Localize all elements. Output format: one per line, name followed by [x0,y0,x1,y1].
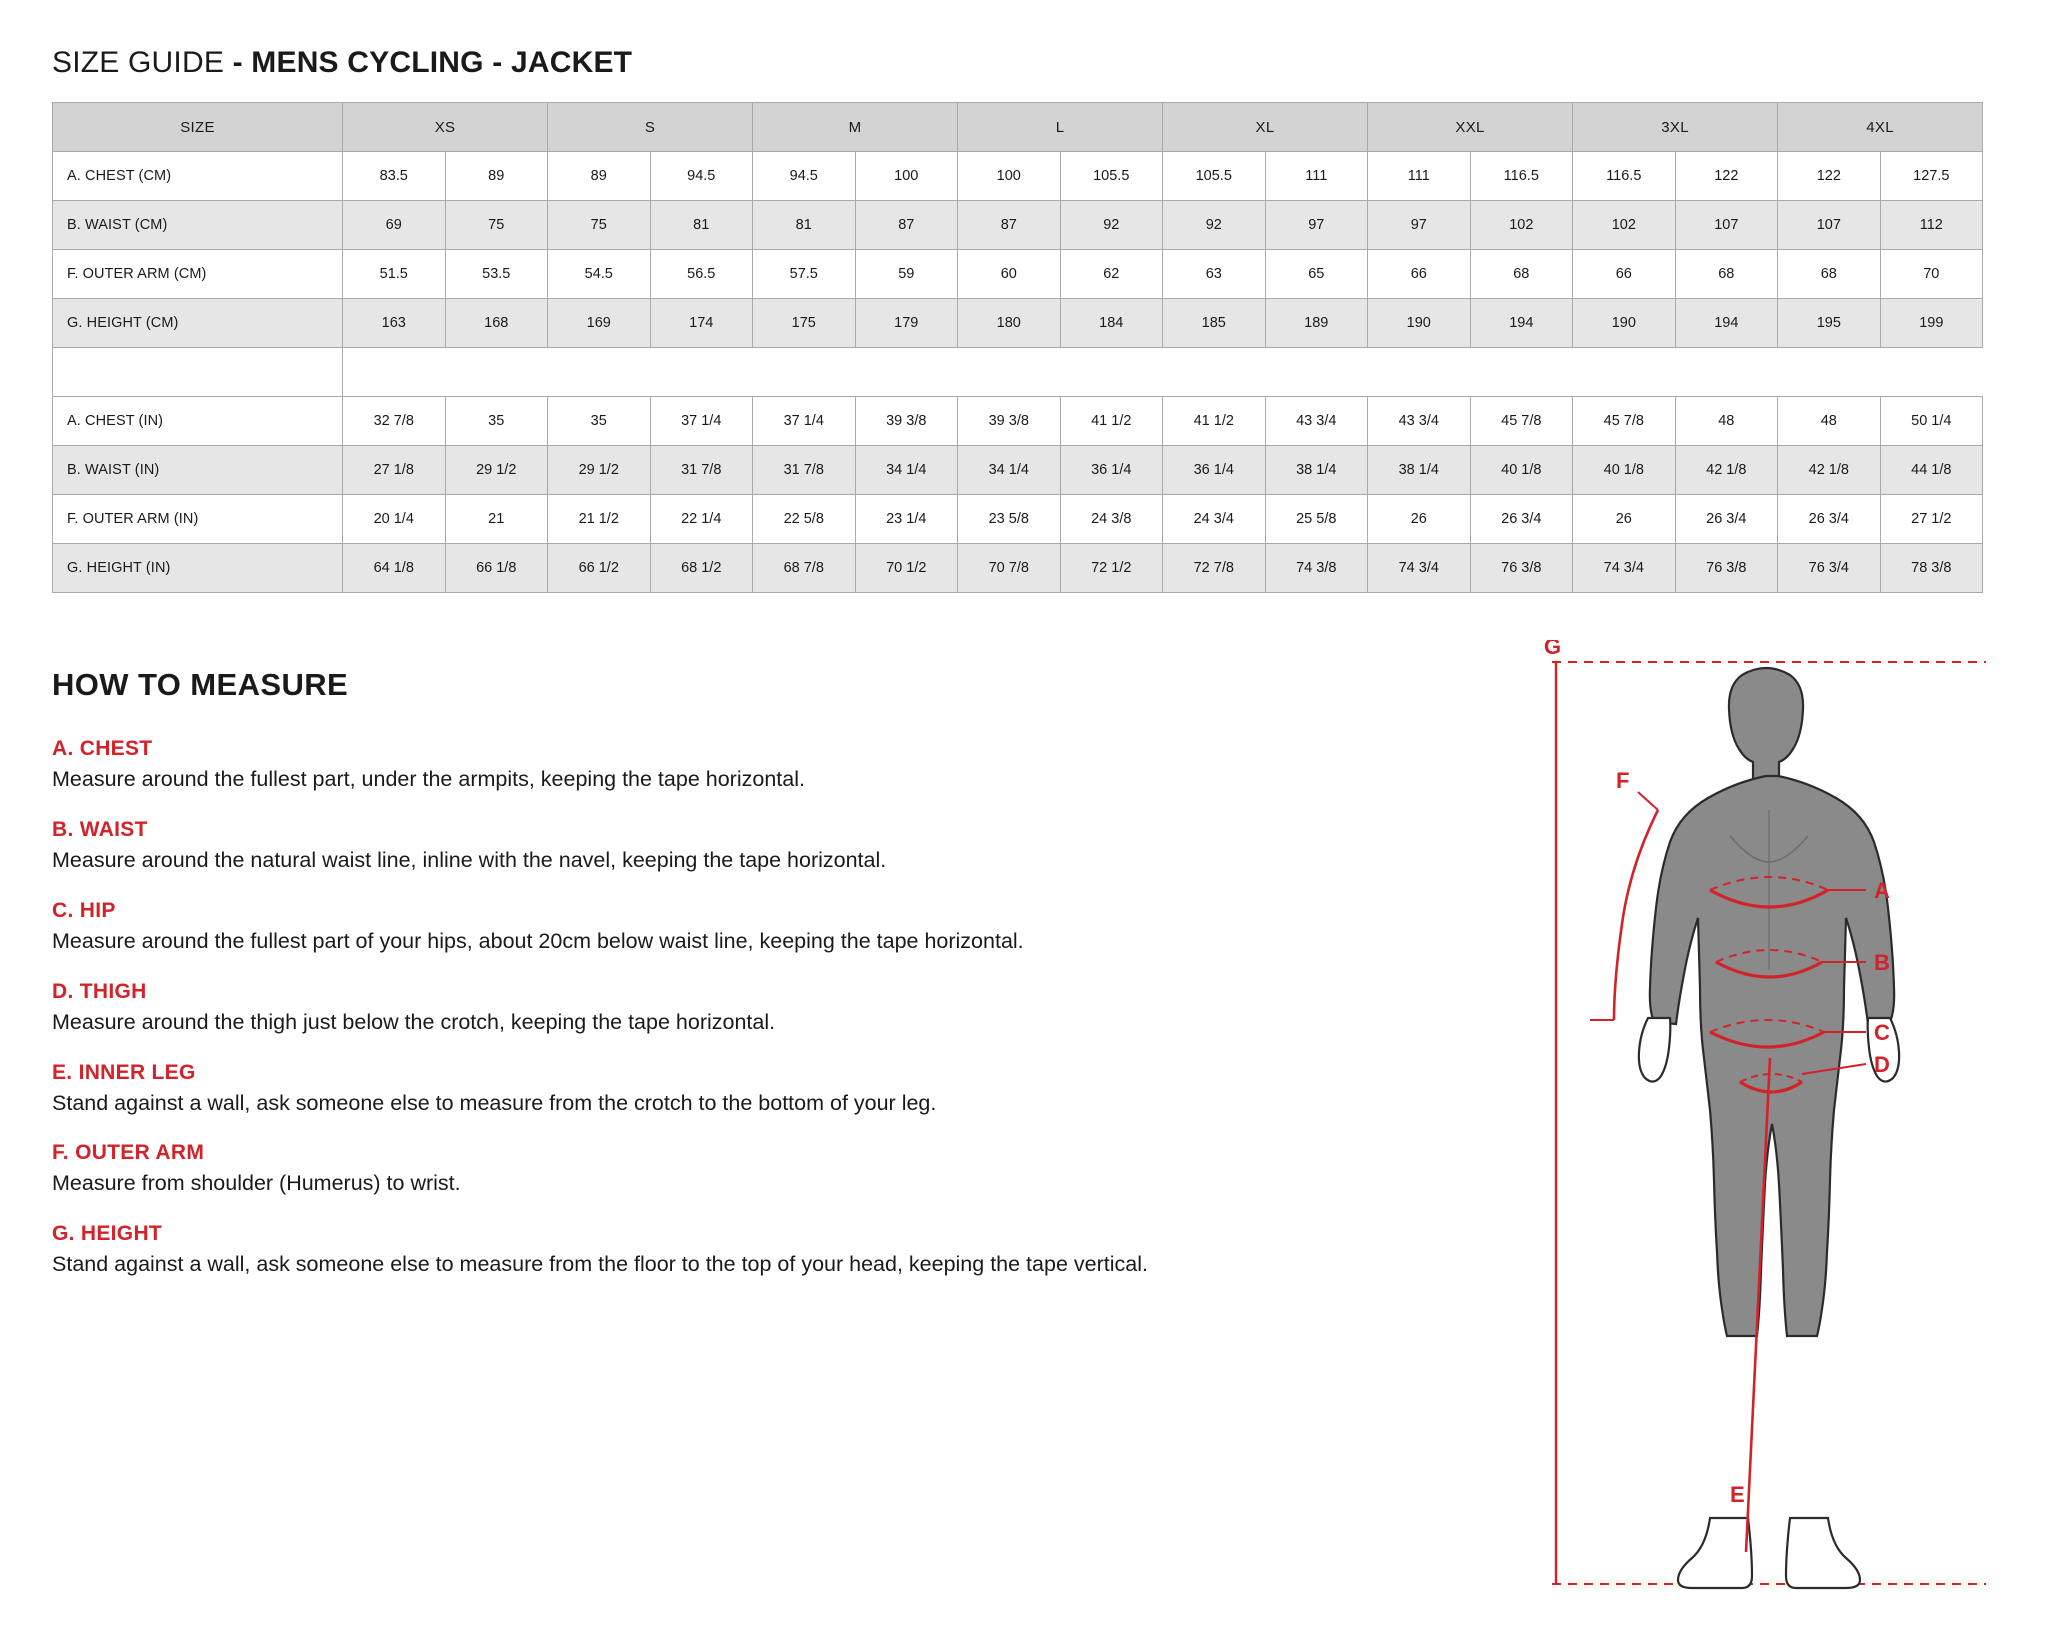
cell: 36 1/4 [1163,446,1266,495]
cell: 42 1/8 [1675,446,1778,495]
label-b: B [1874,950,1890,975]
cell: 75 [548,201,651,250]
cell: 22 5/8 [753,495,856,544]
cell: 74 3/4 [1368,544,1471,593]
label-a: A [1874,878,1890,903]
row-label: B. WAIST (CM) [53,201,343,250]
cell: 92 [1163,201,1266,250]
body-figure-svg [1534,640,2004,1610]
cell: 97 [1265,201,1368,250]
cell: 194 [1470,299,1573,348]
cell: 22 1/4 [650,495,753,544]
cell: 37 1/4 [650,397,753,446]
outer-arm-leader-line [1638,792,1658,810]
table-row [53,495,1983,544]
table-row [53,397,1983,446]
header-size-3xl: 3XL [1573,103,1778,152]
page-title-suffix: - MENS CYCLING - JACKET [224,46,633,79]
cell: 40 1/8 [1573,446,1676,495]
cell: 89 [445,152,548,201]
cell: 97 [1368,201,1471,250]
table-row [53,250,1983,299]
cell: 68 7/8 [753,544,856,593]
cell: 105.5 [1163,152,1266,201]
cell: 111 [1265,152,1368,201]
cell: 89 [548,152,651,201]
body-silhouette [1639,668,1899,1588]
table-section-spacer [53,348,1983,397]
measure-item-body: Measure around the thigh just below the crotch, keeping the tape horizontal. [52,1009,776,1034]
cell: 35 [548,397,651,446]
cell: 175 [753,299,856,348]
cell: 122 [1778,152,1881,201]
measurement-diagram [1534,640,2004,1610]
cell: 74 3/4 [1573,544,1676,593]
cell: 189 [1265,299,1368,348]
cell: 76 3/4 [1778,544,1881,593]
cell: 190 [1573,299,1676,348]
label-d: D [1874,1052,1890,1077]
cell: 64 1/8 [343,544,446,593]
cell: 100 [855,152,958,201]
page-title [52,46,1996,80]
cell: 26 [1368,495,1471,544]
cell: 25 5/8 [1265,495,1368,544]
cell: 43 3/4 [1265,397,1368,446]
cell: 54.5 [548,250,651,299]
cell: 92 [1060,201,1163,250]
header-size-xl: XL [1163,103,1368,152]
header-size-m: M [753,103,958,152]
cell: 127.5 [1880,152,1983,201]
row-label: F. OUTER ARM (CM) [53,250,343,299]
measure-item-height [52,1222,1532,1278]
cell: 68 1/2 [650,544,753,593]
label-g: G [1544,640,1562,659]
cell: 59 [855,250,958,299]
cell: 41 1/2 [1163,397,1266,446]
cell: 68 [1778,250,1881,299]
cell: 69 [343,201,446,250]
row-label: A. CHEST (IN) [53,397,343,446]
cell: 20 1/4 [343,495,446,544]
row-label: F. OUTER ARM (IN) [53,495,343,544]
cell: 29 1/2 [548,446,651,495]
cell: 100 [958,152,1061,201]
spacer-cell [53,348,343,397]
measure-item-inner-leg [52,1061,1532,1117]
measure-item-title: D. THIGH [52,979,147,1003]
cell: 42 1/8 [1778,446,1881,495]
cell: 194 [1675,299,1778,348]
cell: 31 7/8 [753,446,856,495]
header-size: SIZE [53,103,343,152]
cell: 74 3/8 [1265,544,1368,593]
left-foot [1678,1518,1752,1588]
measure-item-title: F. OUTER ARM [52,1141,205,1165]
cell: 27 1/2 [1880,495,1983,544]
cell: 87 [958,201,1061,250]
cell: 70 7/8 [958,544,1061,593]
measure-item-title: C. HIP [52,898,116,922]
cell: 81 [650,201,753,250]
cell: 87 [855,201,958,250]
cell: 27 1/8 [343,446,446,495]
cell: 70 [1880,250,1983,299]
cell: 94.5 [753,152,856,201]
cell: 81 [753,201,856,250]
cell: 29 1/2 [445,446,548,495]
label-f: F [1616,768,1630,793]
cell: 70 1/2 [855,544,958,593]
table-row [53,299,1983,348]
cell: 56.5 [650,250,753,299]
measure-item-body: Measure around the fullest part of your hips, about 20cm below waist line, keeping the tape horizontal. [52,928,1024,953]
brand-logo-leg [1780,1398,1805,1414]
cell: 36 1/4 [1060,446,1163,495]
cell: 39 3/8 [855,397,958,446]
cell: 40 1/8 [1470,446,1573,495]
cell: 76 3/8 [1675,544,1778,593]
size-chart-table [52,102,1983,593]
cell: 107 [1675,201,1778,250]
cell: 66 1/2 [548,544,651,593]
right-foot [1786,1518,1860,1588]
measure-item-title: G. HEIGHT [52,1222,163,1246]
cell: 48 [1778,397,1881,446]
table-row [53,201,1983,250]
row-label: B. WAIST (IN) [53,446,343,495]
cell: 45 7/8 [1470,397,1573,446]
cell: 68 [1470,250,1573,299]
measure-item-body: Stand against a wall, ask someone else to measure from the crotch to the bottom of your leg. [52,1090,937,1115]
cell: 185 [1163,299,1266,348]
measure-item-outer-arm [52,1141,1532,1197]
cell: 116.5 [1470,152,1573,201]
measure-item-title: A. CHEST [52,737,153,760]
cell: 24 3/4 [1163,495,1266,544]
cell: 63 [1163,250,1266,299]
cell: 72 1/2 [1060,544,1163,593]
cell: 122 [1675,152,1778,201]
cell: 107 [1778,201,1881,250]
cell: 195 [1778,299,1881,348]
measure-item-body: Measure from shoulder (Humerus) to wrist. [52,1171,461,1196]
brand-logo-chest [1802,742,1824,756]
cell: 184 [1060,299,1163,348]
cell: 23 5/8 [958,495,1061,544]
cell: 111 [1368,152,1471,201]
cell: 45 7/8 [1573,397,1676,446]
spacer-cell [343,348,1983,397]
header-size-xs: XS [343,103,548,152]
cell: 102 [1573,201,1676,250]
cell: 32 7/8 [343,397,446,446]
cell: 38 1/4 [1265,446,1368,495]
cell: 26 3/4 [1778,495,1881,544]
measure-item-body: Measure around the fullest part, under the armpits, keeping the tape horizontal. [52,767,805,791]
cell: 66 [1573,250,1676,299]
cell: 50 1/4 [1880,397,1983,446]
cell: 94.5 [650,152,753,201]
cell: 66 [1368,250,1471,299]
cell: 174 [650,299,753,348]
how-to-measure-heading: HOW TO MEASURE [52,667,349,702]
cell: 60 [958,250,1061,299]
cell: 169 [548,299,651,348]
cell: 24 3/8 [1060,495,1163,544]
label-e: E [1730,1482,1745,1507]
table-row [53,152,1983,201]
cell: 76 3/8 [1470,544,1573,593]
cell: 31 7/8 [650,446,753,495]
cell: 105.5 [1060,152,1163,201]
cell: 41 1/2 [1060,397,1163,446]
cell: 112 [1880,201,1983,250]
cell: 44 1/8 [1880,446,1983,495]
cell: 37 1/4 [753,397,856,446]
measure-item-waist [52,818,1532,874]
cell: 179 [855,299,958,348]
cell: 68 [1675,250,1778,299]
header-size-s: S [548,103,753,152]
cell: 34 1/4 [958,446,1061,495]
cell: 57.5 [753,250,856,299]
cell: 51.5 [343,250,446,299]
cell: 163 [343,299,446,348]
table-row [53,544,1983,593]
cell: 35 [445,397,548,446]
cell: 199 [1880,299,1983,348]
cell: 180 [958,299,1061,348]
cell: 102 [1470,201,1573,250]
cell: 66 1/8 [445,544,548,593]
header-size-4xl: 4XL [1778,103,1983,152]
table-header-row [53,103,1983,152]
row-label: G. HEIGHT (CM) [53,299,343,348]
cell: 21 [445,495,548,544]
cell: 62 [1060,250,1163,299]
cell: 26 [1573,495,1676,544]
cell: 26 3/4 [1675,495,1778,544]
measure-item-thigh [52,980,1532,1036]
cell: 26 3/4 [1470,495,1573,544]
cell: 116.5 [1573,152,1676,201]
page-title-prefix: SIZE GUIDE [52,46,225,79]
table-row [53,446,1983,495]
cell: 75 [445,201,548,250]
measure-item-body: Measure around the natural waist line, inline with the navel, keeping the tape horizontal. [52,847,887,872]
measure-item-body: Stand against a wall, ask someone else to measure from the floor to the top of your head, keeping the tape vertical. [52,1252,1148,1277]
cell: 43 3/4 [1368,397,1471,446]
measure-item-title: E. INNER LEG [52,1060,196,1084]
header-size-l: L [958,103,1163,152]
cell: 190 [1368,299,1471,348]
cell: 65 [1265,250,1368,299]
row-label: A. CHEST (CM) [53,152,343,201]
cell: 83.5 [343,152,446,201]
cell: 72 7/8 [1163,544,1266,593]
measure-item-title: B. WAIST [52,817,148,841]
cell: 39 3/8 [958,397,1061,446]
cell: 21 1/2 [548,495,651,544]
measure-item-hip [52,899,1532,955]
cell: 48 [1675,397,1778,446]
cell: 34 1/4 [855,446,958,495]
cell: 78 3/8 [1880,544,1983,593]
measure-item-chest [52,737,1532,793]
cell: 23 1/4 [855,495,958,544]
header-size-xxl: XXL [1368,103,1573,152]
row-label: G. HEIGHT (IN) [53,544,343,593]
cell: 38 1/4 [1368,446,1471,495]
label-c: C [1874,1020,1890,1045]
cell: 53.5 [445,250,548,299]
left-hand [1639,1018,1670,1082]
cell: 168 [445,299,548,348]
